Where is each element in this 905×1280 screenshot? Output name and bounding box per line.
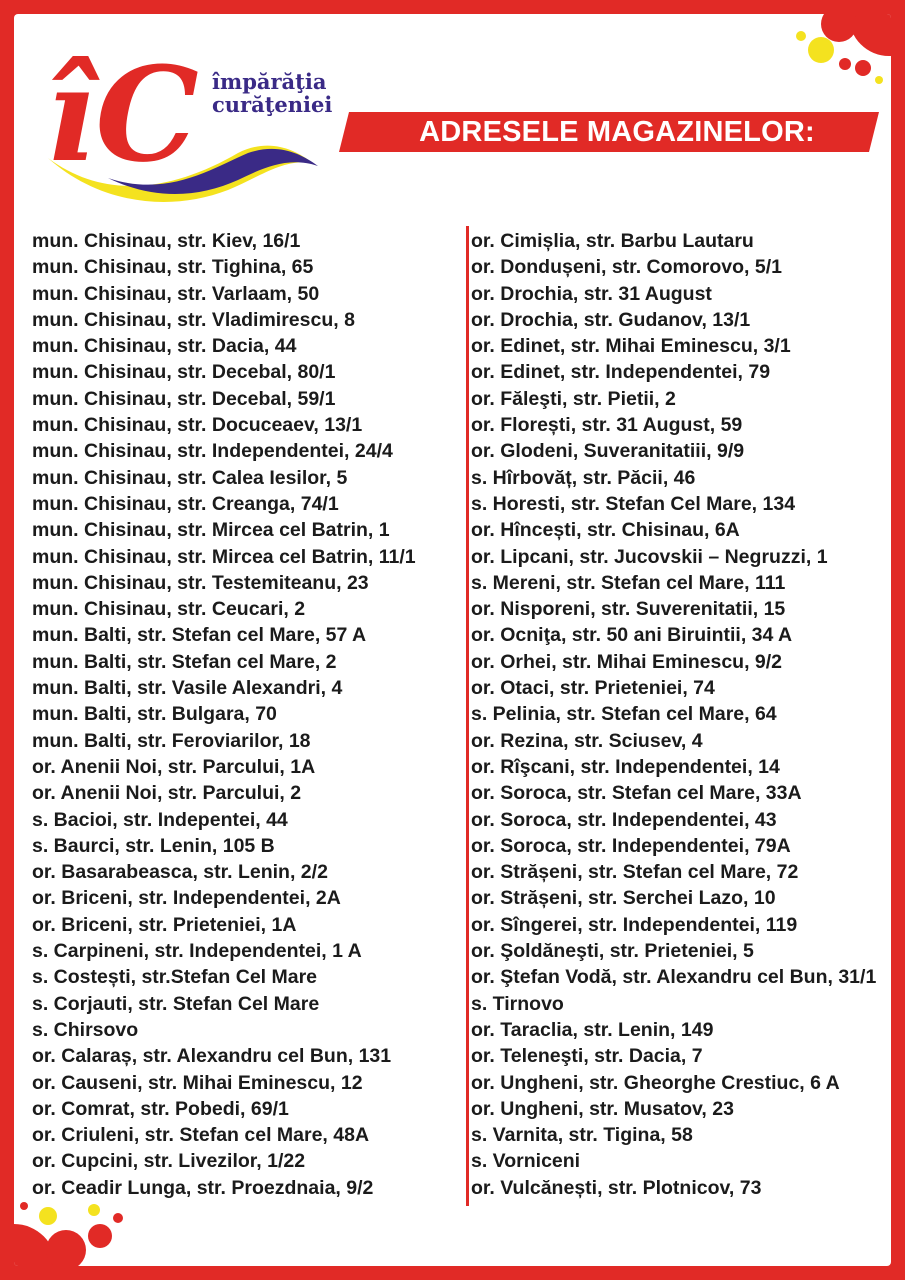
- address-item: or. Rezina, str. Sciusev, 4: [471, 729, 703, 752]
- address-item: or. Causeni, str. Mihai Eminescu, 12: [32, 1071, 363, 1094]
- address-item: mun. Chisinau, str. Decebal, 59/1: [32, 387, 336, 410]
- address-item: or. Ştefan Vodă, str. Alexandru cel Bun, 31/1: [471, 966, 877, 989]
- address-item: mun. Balti, str. Stefan cel Mare, 2: [32, 650, 337, 673]
- address-item: or. Drochia, str. 31 August: [471, 282, 712, 305]
- address-item: mun. Chisinau, str. Calea Iesilor, 5: [32, 466, 348, 489]
- address-item: or. Soroca, str. Independentei, 43: [471, 808, 777, 831]
- address-item: or. Şoldăneşti, str. Prieteniei, 5: [471, 940, 754, 963]
- address-item: mun. Chisinau, str. Vladimirescu, 8: [32, 308, 355, 331]
- address-item: s. Hîrbovăț, str. Păcii, 46: [471, 466, 696, 489]
- title-banner: ADRESELE MAGAZINELOR:: [419, 116, 815, 148]
- brand-logo: [38, 28, 338, 218]
- address-item: or. Basarabeasca, str. Lenin, 2/2: [32, 861, 328, 884]
- address-item: or. Făleşti, str. Pietii, 2: [471, 387, 676, 410]
- address-item: s. Baurci, str. Lenin, 105 B: [32, 834, 275, 857]
- svg-text:îC: îC: [46, 38, 199, 191]
- address-item: mun. Chisinau, str. Tighina, 65: [32, 256, 314, 279]
- address-item: mun. Chisinau, str. Decebal, 80/1: [32, 361, 336, 384]
- address-item: or. Glodeni, Suveranitatiii, 9/9: [471, 440, 745, 463]
- address-item: mun. Balti, str. Stefan cel Mare, 57 A: [32, 624, 367, 647]
- address-item: mun. Chisinau, str. Mircea cel Batrin, 1: [32, 519, 390, 542]
- address-item: or. Soroca, str. Independentei, 79A: [471, 834, 791, 857]
- address-item: s. Bacioi, str. Indepentei, 44: [32, 808, 288, 831]
- address-item: mun. Chisinau, str. Independentei, 24/4: [32, 440, 393, 463]
- address-item: mun. Chisinau, str. Mircea cel Batrin, 11/1: [32, 545, 416, 568]
- address-item: or. Florești, str. 31 August, 59: [471, 414, 743, 437]
- address-item: or. Ungheni, str. Gheorghe Crestiuc, 6 A: [471, 1071, 840, 1094]
- address-item: or. Anenii Noi, str. Parcului, 2: [32, 782, 302, 805]
- poster-frame: [14, 14, 891, 1266]
- address-item: or. Sîngerei, str. Independentei, 119: [471, 913, 798, 936]
- address-item: or. Edinet, str. Mihai Eminescu, 3/1: [471, 335, 791, 358]
- address-item: or. Criuleni, str. Stefan cel Mare, 48A: [32, 1124, 370, 1147]
- brand-name-line1: împărăţia: [212, 69, 327, 94]
- address-item: or. Hîncești, str. Chisinau, 6A: [471, 519, 740, 542]
- decorative-bubbles-top: [781, 14, 891, 104]
- address-item: or. Cupcini, str. Livezilor, 1/22: [32, 1150, 306, 1173]
- address-item: mun. Balti, str. Feroviarilor, 18: [32, 729, 311, 752]
- address-item: mun. Chisinau, str. Ceucari, 2: [32, 598, 306, 621]
- address-item: s. Pelinia, str. Stefan cel Mare, 64: [471, 703, 777, 726]
- address-item: or. Ocniţa, str. 50 ani Biruintii, 34 A: [471, 624, 793, 647]
- address-item: mun. Chisinau, str. Varlaam, 50: [32, 282, 320, 305]
- address-item: or. Drochia, str. Gudanov, 13/1: [471, 308, 751, 331]
- address-item: or. Taraclia, str. Lenin, 149: [471, 1018, 714, 1041]
- address-item: mun. Balti, str. Bulgara, 70: [32, 703, 277, 726]
- address-item: or. Briceni, str. Prieteniei, 1A: [32, 913, 297, 936]
- brand-name: [212, 70, 332, 116]
- address-item: or. Anenii Noi, str. Parcului, 1A: [32, 755, 316, 778]
- address-item: or. Briceni, str. Independentei, 2A: [32, 887, 341, 910]
- address-item: or. Vulcănești, str. Plotnicov, 73: [471, 1176, 762, 1199]
- address-item: or. Otaci, str. Prieteniei, 74: [471, 677, 715, 700]
- address-item: mun. Chisinau, str. Kiev, 16/1: [32, 230, 301, 252]
- address-item: or. Dondușeni, str. Comorovo, 5/1: [471, 256, 782, 279]
- address-item: or. Teleneşti, str. Dacia, 7: [471, 1045, 703, 1068]
- address-item: or. Ungheni, str. Musatov, 23: [471, 1097, 734, 1120]
- address-item: or. Comrat, str. Pobedi, 69/1: [32, 1097, 289, 1120]
- address-item: or. Orhei, str. Mihai Eminescu, 9/2: [471, 650, 783, 673]
- address-item: s. Corjauti, str. Stefan Cel Mare: [32, 992, 320, 1015]
- address-item: or. Rîşcani, str. Independentei, 14: [471, 755, 780, 778]
- address-item: s. Mereni, str. Stefan cel Mare, 111: [471, 571, 786, 594]
- column-divider: [466, 226, 469, 1206]
- address-item: or. Nisporeni, str. Suverenitatii, 15: [471, 598, 786, 621]
- address-item: s. Horesti, str. Stefan Cel Mare, 134: [471, 492, 796, 515]
- address-item: s. Chirsovo: [32, 1018, 139, 1041]
- address-item: s. Varnita, str. Tigina, 58: [471, 1124, 693, 1147]
- address-item: s. Carpineni, str. Independentei, 1 A: [32, 940, 362, 963]
- address-item: s. Costești, str.Stefan Cel Mare: [32, 966, 318, 989]
- address-item: mun. Chisinau, str. Testemiteanu, 23: [32, 571, 369, 594]
- address-item: mun. Balti, str. Vasile Alexandri, 4: [32, 677, 343, 700]
- address-item: or. Ceadir Lunga, str. Proezdnaia, 9/2: [32, 1176, 374, 1199]
- address-item: or. Strășeni, str. Serchei Lazo, 10: [471, 887, 776, 910]
- address-list-right: [471, 228, 876, 1201]
- address-item: or. Strășeni, str. Stefan cel Mare, 72: [471, 861, 799, 884]
- address-item: or. Calaraș, str. Alexandru cel Bun, 131: [32, 1045, 392, 1068]
- address-item: or. Soroca, str. Stefan cel Mare, 33A: [471, 782, 802, 805]
- address-item: or. Edinet, str. Independentei, 79: [471, 361, 771, 384]
- address-item: s. Vorniceni: [471, 1150, 581, 1173]
- address-item: mun. Chisinau, str. Docuceaev, 13/1: [32, 414, 363, 437]
- address-item: s. Tirnovo: [471, 992, 564, 1015]
- brand-name-line2: curăţeniei: [212, 92, 333, 117]
- address-item: or. Lipcani, str. Jucovskii – Negruzzi, 1: [471, 545, 828, 568]
- address-list-left: [32, 228, 416, 1201]
- address-item: mun. Chisinau, str. Creanga, 74/1: [32, 492, 339, 515]
- address-item: mun. Chisinau, str. Dacia, 44: [32, 335, 297, 358]
- address-item: or. Cimișlia, str. Barbu Lautaru: [471, 230, 754, 252]
